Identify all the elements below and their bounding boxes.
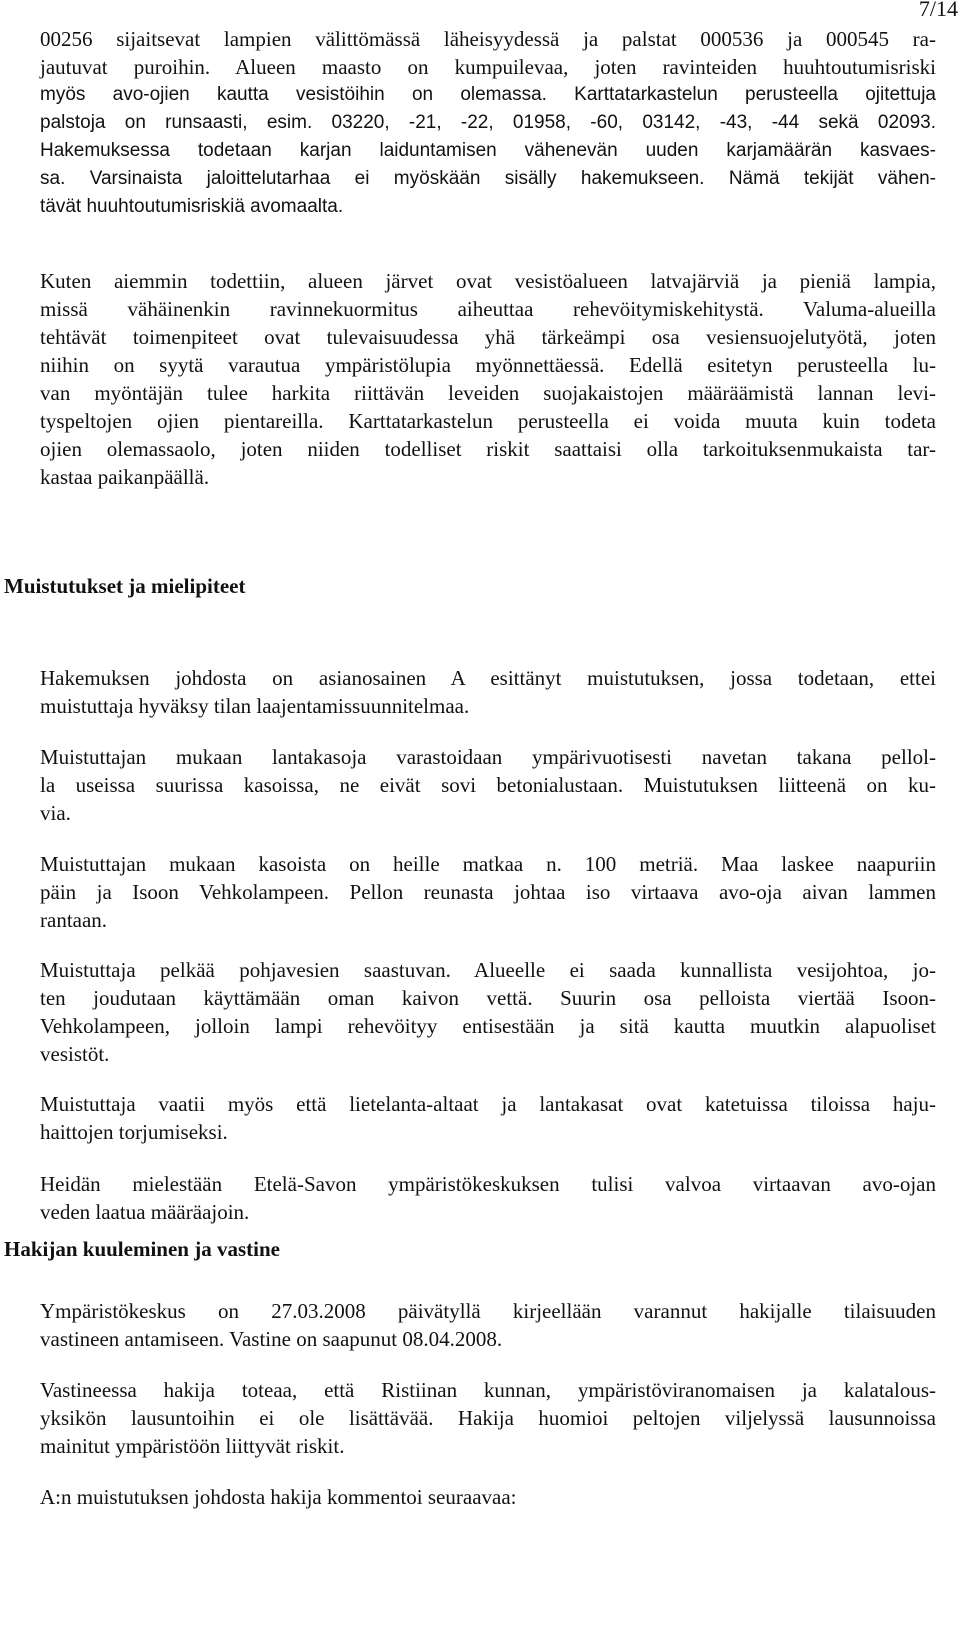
text-line: ojien olemassaolo, joten niiden todelliset riskit saattaisi olla tarkoituksenmukaista tar- — [40, 437, 936, 461]
text-line: muistuttaja hyväksy tilan laajentamissuunnitelmaa. — [40, 694, 470, 718]
text-line: Muistuttajan mukaan lantakasoja varastoidaan ympärivuotisesti navetan takana pellol- — [40, 745, 936, 769]
text-line: Ympäristökeskus on 27.03.2008 päivätyllä kirjeellään varannut hakijalle tilaisuuden — [40, 1299, 936, 1323]
paragraph-10 — [40, 1376, 936, 1460]
text-line: A:n muistutuksen johdosta hakija kommentoi seuraavaa: — [40, 1485, 517, 1509]
text-line: 00256 sijaitsevat lampien välittömässä läheisyydessä ja palstat 000536 ja 000545 ra- — [40, 27, 936, 51]
paragraph-11 — [40, 1483, 936, 1511]
text-line: veden laatua määräajoin. — [40, 1200, 250, 1224]
text-line: Vastineessa hakija toteaa, että Ristiinan kunnan, ympäristöviranomaisen ja kalatalous- — [40, 1378, 936, 1402]
text-line: jautuvat puroihin. Alueen maasto on kumpuilevaa, joten ravinteiden huuhtoutumisriski — [40, 55, 936, 79]
text-line: yksikön lausuntoihin ei ole lisättävää. Hakija huomioi peltojen viljelyssä lausunnoissa — [40, 1406, 936, 1430]
text-line: ten joudutaan käyttämään oman kaivon vettä. Suurin osa pelloista viertää Isoon- — [40, 986, 936, 1010]
text-line: Muistuttaja vaatii myös että lietelanta-altaat ja lantakasat ovat katetuissa tiloissa haju- — [40, 1092, 936, 1116]
text-line: Hakemuksessa todetaan karjan laiduntamisen vähenevän uuden karjamäärän kasvaes- — [40, 140, 936, 161]
text-line: kastaa paikanpäällä. — [40, 465, 210, 489]
text-line: niihin on syytä varautua ympäristölupia myönnettäessä. Edellä esitetyn perusteella lu- — [40, 353, 936, 377]
text-line: Heidän mielestään Etelä-Savon ympäristökeskuksen tulisi valvoa virtaavan avo-ojan — [40, 1172, 936, 1196]
section-heading-applicant-hearing: Hakijan kuuleminen ja vastine — [4, 1237, 280, 1261]
paragraph-4 — [40, 743, 936, 827]
paragraph-3 — [40, 664, 936, 720]
paragraph-7 — [40, 1090, 936, 1146]
text-line: vesistöt. — [40, 1042, 110, 1066]
text-line: Vehkolampeen, jolloin lampi rehevöityy entisestään ja sitä kautta muutkin alapuoliset — [40, 1014, 936, 1038]
text-line: tyspeltojen ojien pientareilla. Karttatarkastelun perusteella ei voida muuta kuin todeta — [40, 409, 936, 433]
paragraph-9 — [40, 1297, 936, 1353]
text-line: Muistuttaja pelkää pohjavesien saastuvan. Alueelle ei saada kunnallista vesijohtoa, jo- — [40, 958, 936, 982]
section-heading-remarks: Muistutukset ja mielipiteet — [4, 574, 246, 598]
text-line: myös avo-ojien kautta vesistöihin on olemassa. Karttatarkastelun perusteella ojitettuja — [40, 84, 936, 105]
text-line: Muistuttajan mukaan kasoista on heille matkaa n. 100 metriä. Maa laskee naapuriin — [40, 852, 936, 876]
paragraph-5 — [40, 850, 936, 934]
text-line: palstoja on runsaasti, esim. 03220, -21, -22, 01958, -60, 03142, -43, -44 sekä 02093. — [40, 112, 936, 133]
text-line: tehtävät toimenpiteet ovat tulevaisuudessa yhä tärkeämpi osa vesiensuojelutyötä, joten — [40, 325, 936, 349]
paragraph-1 — [40, 25, 936, 221]
text-line: mainitut ympäristöön liittyvät riskit. — [40, 1434, 345, 1458]
text-line: missä vähäinenkin ravinnekuormitus aiheuttaa rehevöitymiskehitystä. Valuma-alueilla — [40, 297, 936, 321]
text-line: sa. Varsinaista jaloittelutarhaa ei myöskään sisälly hakemukseen. Nämä tekijät vähen- — [40, 168, 936, 189]
text-line: Hakemuksen johdosta on asianosainen A esittänyt muistutuksen, jossa todetaan, ettei — [40, 666, 936, 690]
text-line: päin ja Isoon Vehkolampeen. Pellon reunasta johtaa iso virtaava avo-oja aivan lammen — [40, 880, 936, 904]
paragraph-2 — [40, 267, 936, 491]
text-line: rantaan. — [40, 908, 108, 932]
text-line: Kuten aiemmin todettiin, alueen järvet ovat vesistöalueen latvajärviä ja pieniä lampia, — [40, 269, 936, 293]
page-number: 7/14 — [918, 0, 958, 21]
text-line: van myöntäjän tulee harkita riittävän leveiden suojakaistojen määräämistä lannan levi- — [40, 381, 936, 405]
text-line: haittojen torjumiseksi. — [40, 1120, 228, 1144]
paragraph-8 — [40, 1170, 936, 1226]
text-line: la useissa suurissa kasoissa, ne eivät sovi betonialustaan. Muistutuksen liitteenä on ku- — [40, 773, 936, 797]
text-line: vastineen antamiseen. Vastine on saapunut 08.04.2008. — [40, 1327, 503, 1351]
text-line: tävät huuhtoutumisriskiä avomaalta. — [40, 196, 344, 217]
paragraph-6 — [40, 956, 936, 1068]
text-line: via. — [40, 801, 71, 825]
